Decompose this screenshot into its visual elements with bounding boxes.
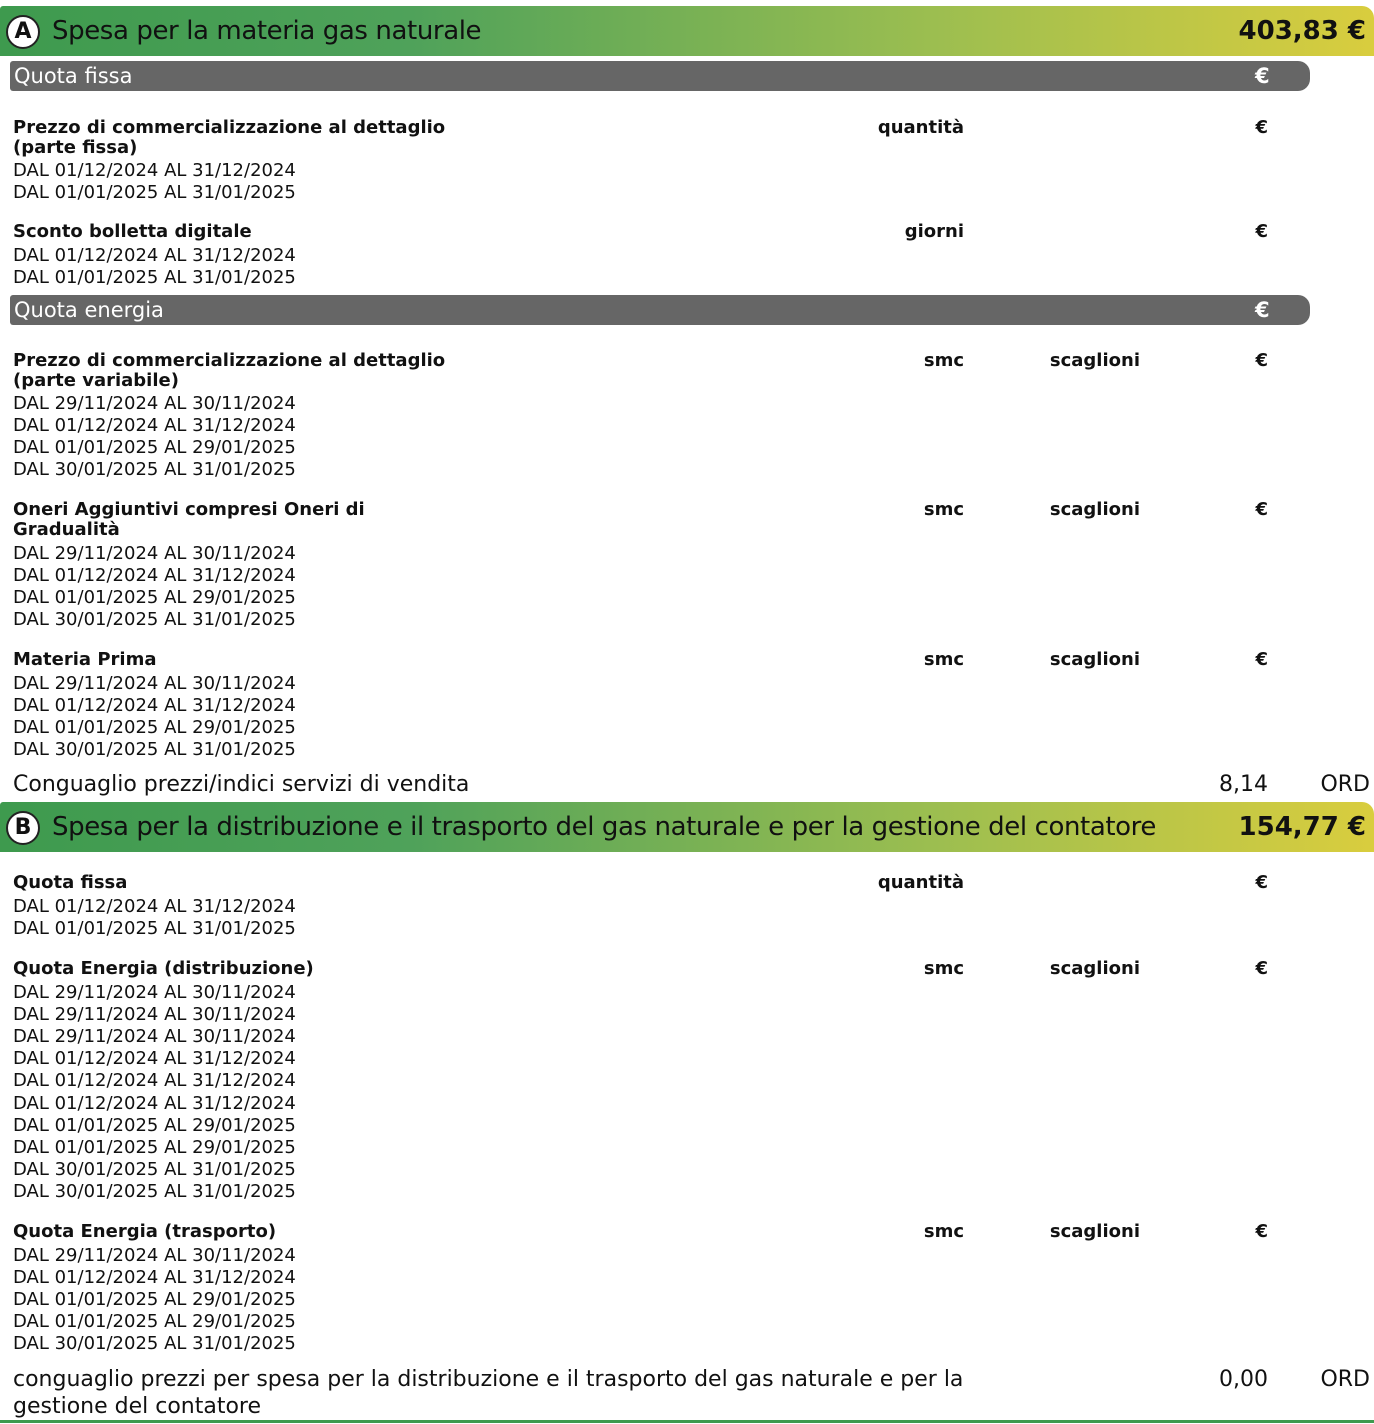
section-letter-badge: B <box>6 811 40 845</box>
column-header-quantity: smc <box>923 350 964 371</box>
group-title: (parte variabile) <box>13 370 179 391</box>
row-period: DAL 01/12/2024 AL 31/12/2024 <box>13 565 296 586</box>
row-period: DAL 01/12/2024 AL 31/12/2024 <box>13 1093 296 1114</box>
section-header-b <box>0 802 1374 852</box>
adjustment-label: Conguaglio prezzi/indici servizi di vendita <box>13 772 470 797</box>
column-header-quantity: smc <box>923 649 964 670</box>
column-header-tier: scaglioni <box>1049 350 1140 371</box>
row-period: DAL 01/12/2024 AL 31/12/2024 <box>13 415 296 436</box>
group-title: Gradualità <box>13 519 120 540</box>
adjustment-amount: 8,14 <box>1219 772 1268 797</box>
row-period: DAL 29/11/2024 AL 30/11/2024 <box>13 673 296 694</box>
row-period: DAL 01/01/2025 AL 31/01/2025 <box>13 267 296 288</box>
subsection-label: Quota fissa <box>14 64 133 88</box>
subsection-currency: € <box>1255 64 1270 88</box>
subsection-bar <box>10 61 1310 91</box>
section-letter-badge: A <box>6 15 40 49</box>
group-title: (parte fissa) <box>13 137 138 158</box>
adjustment-label: gestione del contatore <box>13 1394 262 1419</box>
subsection-currency: € <box>1255 298 1270 322</box>
section-title: Spesa per la distribuzione e il trasporto del gas naturale e per la gestione del contatore <box>52 812 1156 842</box>
bottom-rule <box>0 1420 1374 1423</box>
column-header-tier: scaglioni <box>1049 1221 1140 1242</box>
group-title: Oneri Aggiuntivi compresi Oneri di <box>13 499 365 520</box>
column-header-quantity: smc <box>923 958 964 979</box>
row-period: DAL 01/12/2024 AL 31/12/2024 <box>13 1070 296 1091</box>
column-header-quantity: smc <box>923 1221 964 1242</box>
column-header-euro: € <box>1255 649 1268 670</box>
column-header-quantity: smc <box>923 499 964 520</box>
group-title: Prezzo di commercializzazione al dettaglio <box>13 350 446 371</box>
row-period: DAL 01/01/2025 AL 29/01/2025 <box>13 587 296 608</box>
row-period: DAL 01/01/2025 AL 29/01/2025 <box>13 1311 296 1332</box>
row-period: DAL 01/12/2024 AL 31/12/2024 <box>13 245 296 266</box>
row-period: DAL 01/01/2025 AL 31/01/2025 <box>13 182 296 203</box>
group-title: Prezzo di commercializzazione al dettaglio <box>13 117 446 138</box>
row-period: DAL 01/12/2024 AL 31/12/2024 <box>13 1267 296 1288</box>
row-period: DAL 30/01/2025 AL 31/01/2025 <box>13 1181 296 1202</box>
row-period: DAL 30/01/2025 AL 31/01/2025 <box>13 739 296 760</box>
section-header-a <box>0 6 1374 56</box>
column-header-euro: € <box>1255 221 1268 242</box>
adjustment-code: ORD <box>1320 1367 1370 1392</box>
row-period: DAL 30/01/2025 AL 31/01/2025 <box>13 609 296 630</box>
row-period: DAL 01/01/2025 AL 31/01/2025 <box>13 918 296 939</box>
group-title: Quota Energia (distribuzione) <box>13 958 314 979</box>
row-period: DAL 30/01/2025 AL 31/01/2025 <box>13 1159 296 1180</box>
row-period: DAL 01/12/2024 AL 31/12/2024 <box>13 695 296 716</box>
adjustment-code: ORD <box>1320 772 1370 797</box>
row-period: DAL 30/01/2025 AL 31/01/2025 <box>13 1333 296 1354</box>
row-period: DAL 01/12/2024 AL 31/12/2024 <box>13 1048 296 1069</box>
column-header-euro: € <box>1255 117 1268 138</box>
column-header-quantity: giorni <box>904 221 964 242</box>
row-period: DAL 29/11/2024 AL 30/11/2024 <box>13 1004 296 1025</box>
row-period: DAL 01/01/2025 AL 29/01/2025 <box>13 1137 296 1158</box>
adjustment-label: conguaglio prezzi per spesa per la distribuzione e il trasporto del gas naturale e per la <box>13 1367 964 1392</box>
column-header-tier: scaglioni <box>1049 649 1140 670</box>
column-header-euro: € <box>1255 1221 1268 1242</box>
row-period: DAL 29/11/2024 AL 30/11/2024 <box>13 982 296 1003</box>
column-header-euro: € <box>1255 872 1268 893</box>
row-period: DAL 29/11/2024 AL 30/11/2024 <box>13 1245 296 1266</box>
column-header-euro: € <box>1255 499 1268 520</box>
row-period: DAL 30/01/2025 AL 31/01/2025 <box>13 459 296 480</box>
adjustment-amount: 0,00 <box>1219 1367 1268 1392</box>
column-header-quantity: quantità <box>877 872 964 893</box>
row-period: DAL 01/12/2024 AL 31/12/2024 <box>13 160 296 181</box>
column-header-euro: € <box>1255 958 1268 979</box>
column-header-tier: scaglioni <box>1049 958 1140 979</box>
subsection-label: Quota energia <box>14 298 164 322</box>
column-header-quantity: quantità <box>877 117 964 138</box>
column-header-tier: scaglioni <box>1049 499 1140 520</box>
row-period: DAL 01/01/2025 AL 29/01/2025 <box>13 717 296 738</box>
group-title: Materia Prima <box>13 649 157 670</box>
group-title: Quota fissa <box>13 872 128 893</box>
row-period: DAL 29/11/2024 AL 30/11/2024 <box>13 543 296 564</box>
group-title: Quota Energia (trasporto) <box>13 1221 277 1242</box>
row-period: DAL 29/11/2024 AL 30/11/2024 <box>13 1026 296 1047</box>
row-period: DAL 01/12/2024 AL 31/12/2024 <box>13 896 296 917</box>
section-title: Spesa per la materia gas naturale <box>52 16 482 46</box>
row-period: DAL 01/01/2025 AL 29/01/2025 <box>13 1289 296 1310</box>
section-total: 154,77 € <box>1238 812 1366 842</box>
row-period: DAL 01/01/2025 AL 29/01/2025 <box>13 1115 296 1136</box>
row-period: DAL 01/01/2025 AL 29/01/2025 <box>13 437 296 458</box>
group-title: Sconto bolletta digitale <box>13 221 252 242</box>
column-header-euro: € <box>1255 350 1268 371</box>
row-period: DAL 29/11/2024 AL 30/11/2024 <box>13 393 296 414</box>
subsection-bar <box>10 295 1310 325</box>
section-total: 403,83 € <box>1238 16 1366 46</box>
